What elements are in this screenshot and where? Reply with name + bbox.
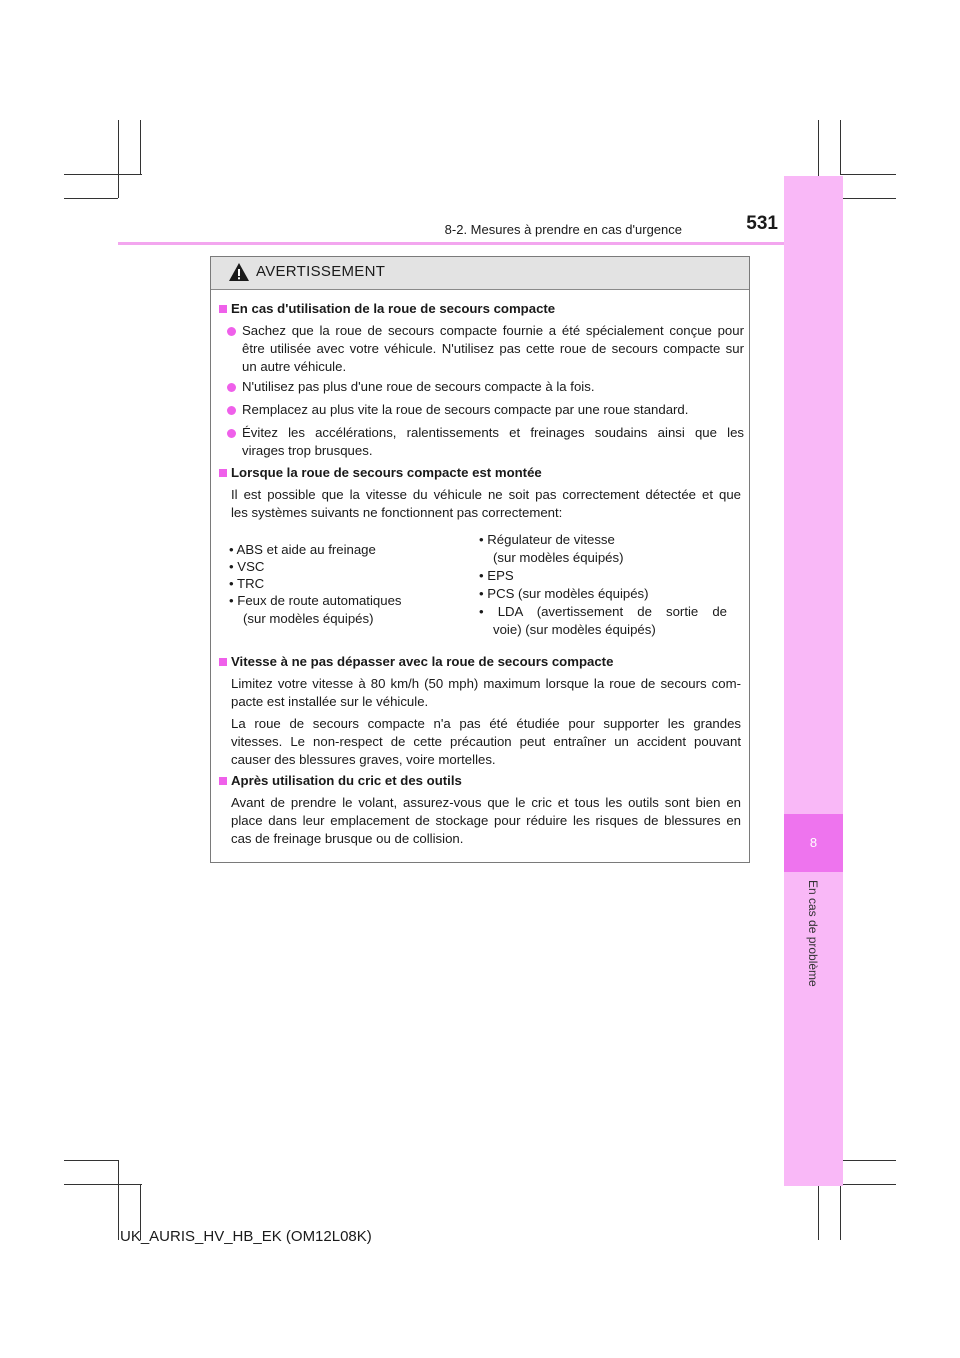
chapter-number: 8: [784, 814, 843, 872]
section-marker-icon: [219, 658, 227, 666]
paragraph-line: Il est possible que la vitesse du véhicule ne soit pas correctement détectée et que: [231, 487, 741, 502]
paragraph-line: Limitez votre vitesse à 80 km/h (50 mph) maximum lorsque la roue de secours com-: [231, 676, 741, 691]
crop-mark: [140, 120, 141, 174]
paragraph-line: place dans leur emplacement de stockage pour réduire les risques de blessures en: [231, 813, 741, 828]
page-number: 531: [746, 213, 778, 234]
system-list-item: voie) (sur modèles équipés): [493, 622, 656, 637]
bullet-line: Évitez les accélérations, ralentissements et freinages soudains ainsi que les: [242, 425, 744, 440]
crop-mark: [840, 174, 896, 175]
section-title: 8-2. Mesures à prendre en cas d'urgence: [444, 222, 682, 237]
crop-mark: [118, 120, 119, 198]
warning-triangle-icon: [228, 262, 250, 282]
paragraph-line: cas de freinage brusque ou de collision.: [231, 831, 464, 846]
system-list-item: • Feux de route automatiques: [229, 593, 402, 608]
bullet-line: Sachez que la roue de secours compacte fournie a été spécialement conçue pour: [242, 323, 744, 338]
warning-box: [210, 256, 750, 863]
header-rule: [118, 242, 784, 245]
chapter-label-container: [784, 880, 843, 1000]
system-list-item: • VSC: [229, 559, 265, 574]
section-marker-icon: [219, 777, 227, 785]
paragraph-line: Avant de prendre le volant, assurez-vous que le cric et tous les outils sont bien en: [231, 795, 741, 810]
crop-mark: [64, 174, 142, 175]
system-list-item: • ABS et aide au freinage: [229, 542, 376, 557]
section-marker-icon: [219, 469, 227, 477]
system-list-item: • PCS (sur modèles équipés): [479, 586, 649, 601]
section-heading: Après utilisation du cric et des outils: [231, 773, 462, 788]
bullet-line: Remplacez au plus vite la roue de secours compacte par une roue standard.: [242, 402, 689, 417]
bullet-icon: [227, 429, 236, 438]
warning-title: AVERTISSEMENT: [256, 263, 386, 280]
system-list-item: • LDA (avertissement de sortie de: [479, 604, 727, 619]
paragraph-line: pacte est installée sur le véhicule.: [231, 694, 429, 709]
system-list-item: (sur modèles équipés): [243, 611, 374, 626]
paragraph-line: les systèmes suivants ne fonctionnent pas correctement:: [231, 505, 563, 520]
bullet-line: un autre véhicule.: [242, 359, 347, 374]
system-list-item: • EPS: [479, 568, 514, 583]
crop-mark: [118, 1160, 119, 1240]
paragraph-line: La roue de secours compacte n'a pas été étudiée pour supporter les grandes: [231, 716, 741, 731]
section-heading: En cas d'utilisation de la roue de secours compacte: [231, 301, 556, 316]
section-marker-icon: [219, 305, 227, 313]
crop-mark: [818, 1184, 819, 1240]
section-heading: Lorsque la roue de secours compacte est montée: [231, 465, 542, 480]
chapter-side-tab: [784, 176, 843, 1186]
crop-mark: [840, 120, 841, 174]
system-list-item: • Régulateur de vitesse: [479, 532, 615, 547]
paragraph-line: vitesses. Le non-respect de cette précaution peut entraîner un accident pouvant: [231, 734, 741, 749]
chapter-label: En cas de problème: [806, 880, 820, 987]
bullet-line: être utilisée avec votre véhicule. N'utilisez pas cette roue de secours compacte sur: [242, 341, 744, 356]
bullet-line: N'utilisez pas plus d'une roue de secours compacte à la fois.: [242, 379, 595, 394]
system-list-item: (sur modèles équipés): [493, 550, 624, 565]
bullet-icon: [227, 383, 236, 392]
warning-header: [211, 257, 749, 290]
section-heading: Vitesse à ne pas dépasser avec la roue de secours compacte: [231, 654, 614, 669]
system-list-item: • TRC: [229, 576, 265, 591]
crop-mark: [64, 198, 118, 199]
crop-mark: [64, 1160, 118, 1161]
document-code: UK_AURIS_HV_HB_EK (OM12L08K): [120, 1228, 372, 1245]
bullet-icon: [227, 327, 236, 336]
crop-mark: [64, 1184, 142, 1185]
crop-mark: [840, 1160, 896, 1161]
paragraph-line: causer des blessures graves, voire mortelles.: [231, 752, 496, 767]
bullet-icon: [227, 406, 236, 415]
bullet-line: virages trop brusques.: [242, 443, 373, 458]
